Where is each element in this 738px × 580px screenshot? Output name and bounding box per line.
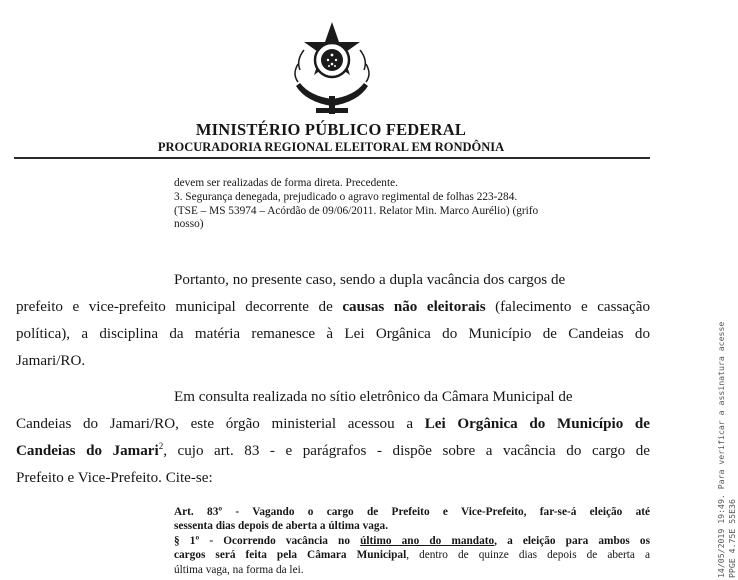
bold-emphasis: Candeias do Jamari	[16, 443, 159, 459]
signature-verification-sidebar	[716, 322, 738, 578]
paragraph-line: política), a disciplina da matéria remanesce à Lei Orgânica do Município de Candeias do	[16, 326, 650, 342]
quote-line: devem ser realizadas de forma direta. Precedente.	[174, 177, 398, 189]
paragraph-line: prefeito e vice-prefeito municipal decorrente de causas não eleitorais (falecimento e cassação	[16, 299, 650, 315]
underlined-emphasis: último ano do mandato	[360, 534, 495, 547]
law-line: § 1º - Ocorrendo vacância no último ano do mandato, a eleição para ambos os	[174, 534, 650, 547]
paragraph-line: Portanto, no presente caso, sendo a dupla vacância dos cargos de	[174, 272, 566, 288]
coat-of-arms-emblem	[286, 20, 378, 116]
law-citation	[174, 505, 650, 577]
law-line: Art. 83º - Vagando o cargo de Prefeito e Vice-Prefeito, far-se-á eleição até	[174, 506, 650, 518]
sidebar-line: PPGE 4.75E 55E36	[727, 499, 737, 578]
paragraph-line: Jamari/RO.	[16, 353, 86, 369]
quote-line: (TSE – MS 53974 – Acórdão de 09/06/2011. Relator Min. Marco Aurélio) (grifo	[174, 204, 539, 217]
quote-line: nosso)	[174, 218, 204, 231]
law-line: sessenta dias depois de aberta a última vaga.	[174, 520, 389, 533]
paragraph-line: Prefeito e Vice-Prefeito. Cite-se:	[16, 470, 213, 486]
law-line: cargos será feita pela Câmara Municipal, dentro de quinze dias depois de aberta a	[174, 549, 650, 562]
paragraph-consulta	[16, 384, 650, 492]
sidebar-line: 14/05/2019 19:49. Para verificar a assinatura acesse	[716, 321, 726, 578]
paragraph-line: Candeias do Jamari$^2$, cujo art. 83 - e parágrafos - dispõe sobre a vacância do cargo de	[16, 440, 650, 459]
bold-emphasis: Lei Orgânica do Município de	[424, 416, 650, 432]
bold-emphasis: causas não eleitorais	[342, 299, 486, 315]
header-subtitle: PROCURADORIA REGIONAL ELEITORAL EM RONDÔNIA	[157, 140, 505, 154]
paragraph-line: Candeias do Jamari/RO, este órgão ministerial acessou a Lei Orgânica do Município de	[16, 416, 650, 432]
paragraph-portanto	[16, 267, 650, 375]
jurisprudence-quote	[174, 177, 652, 232]
footnote-ref: 2	[158, 440, 164, 451]
quote-line: 3. Segurança denegada, prejudicado o agravo regimental de folhas 223-284.	[174, 190, 518, 203]
header-divider	[14, 157, 650, 159]
law-line: última vaga, na forma da lei.	[174, 563, 304, 576]
paragraph-line: Em consulta realizada no sítio eletrônico da Câmara Municipal de	[174, 389, 573, 405]
header-title: MINISTÉRIO PÚBLICO FEDERAL	[195, 120, 467, 139]
